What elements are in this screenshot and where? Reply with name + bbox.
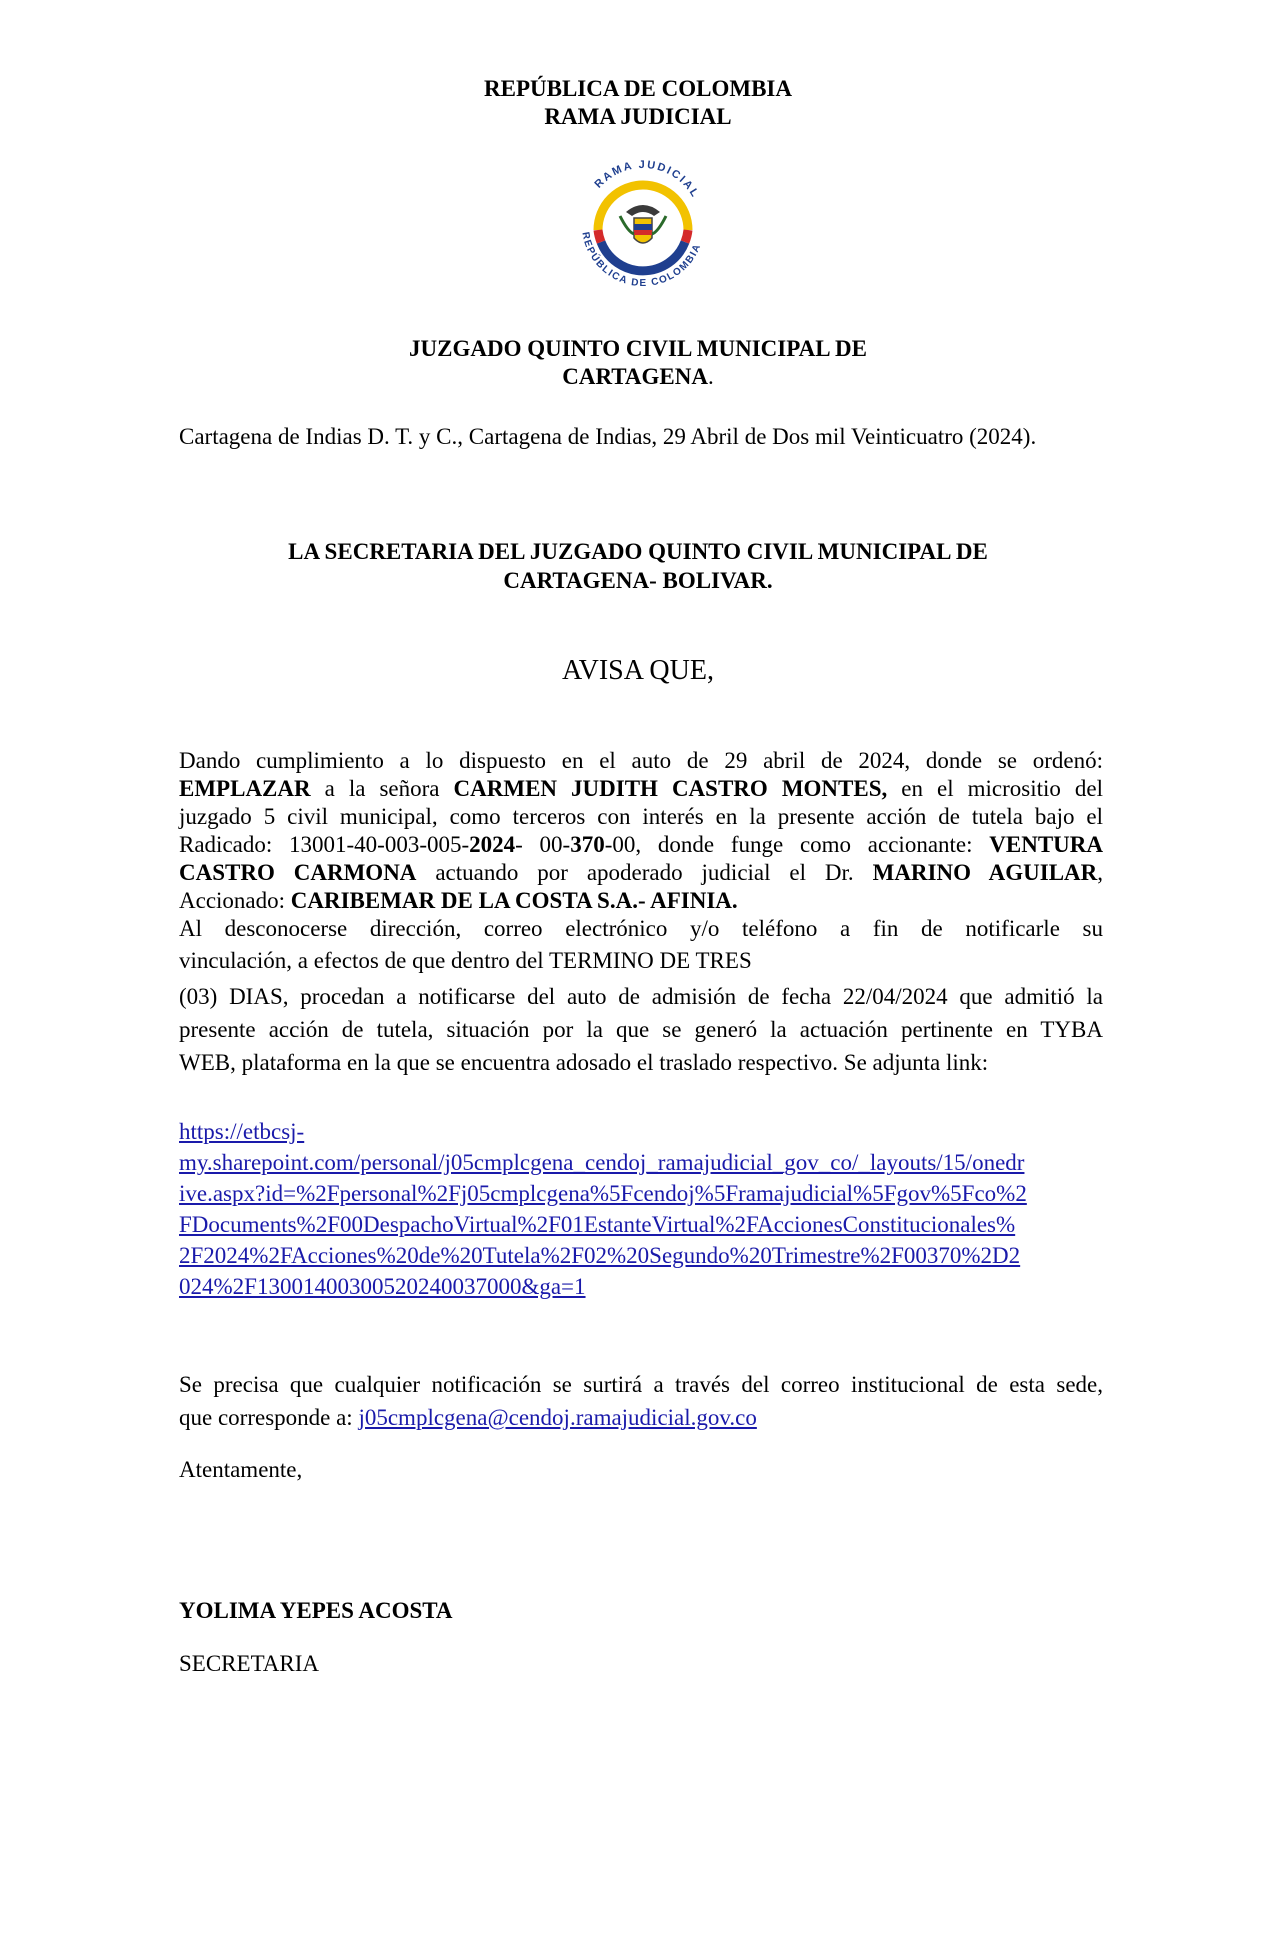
rama-judicial-seal (568, 150, 718, 300)
body-line-7: Al desconocerse dirección, correo electrónico y/o teléfono a fin de notificarle su (179, 916, 1103, 941)
body-text: actuando por apoderado judicial el Dr. (416, 860, 873, 885)
secretary-heading-line2: CARTAGENA- BOLIVAR. (503, 568, 773, 593)
date-paragraph: Cartagena de Indias D. T. y C., Cartagena de Indias, 29 Abril de Dos mil Veinticuatro (2024). (179, 424, 1037, 449)
tyba-sharepoint-link[interactable] (179, 1116, 1103, 1302)
secretary-heading-line1: LA SECRETARIA DEL JUZGADO QUINTO CIVIL MUNICIPAL DE (288, 539, 988, 564)
notice-prefix: que corresponde a: (179, 1405, 359, 1430)
body-line-1: Dando cumplimiento a lo dispuesto en el auto de 29 abril de 2024, donde se ordenó: (179, 748, 1103, 773)
body-line-5 (179, 859, 1103, 887)
body-line-3: juzgado 5 civil municipal, como terceros con interés en la presente acción de tutela bajo el (179, 804, 1103, 829)
court-name-line1: JUZGADO QUINTO CIVIL MUNICIPAL DE (409, 336, 867, 361)
court-name-line2 (0, 363, 1276, 391)
body-line-10: presente acción de tutela, situación por la que se generó la actuación pertinente en TYBA (179, 1017, 1103, 1042)
svg-text:REPÚBLICA DE COLOMBIA: REPÚBLICA DE COLOMBIA (579, 231, 704, 290)
signer-name: YOLIMA YEPES ACOSTA (179, 1598, 453, 1623)
signer-title: SECRETARIA (179, 1651, 319, 1676)
court-city-period: . (707, 364, 714, 389)
accionado-label: Accionado: (179, 888, 291, 913)
emplazar-text: EMPLAZAR (179, 776, 311, 801)
radicado-number: 370 (570, 832, 605, 857)
avisa-heading: AVISA QUE, (562, 655, 714, 686)
radicado-label: Radicado: 13001-40-003-005- (179, 832, 470, 857)
link-line: ive.aspx?id=%2Fpersonal%2Fj05cmplcgena%5Fcendoj%5Framajudicial%5Fgov%5Fco%2 (179, 1181, 1027, 1206)
header (0, 75, 1276, 131)
body-text: en el micrositio del (887, 776, 1103, 801)
secretary-heading (0, 537, 1276, 595)
body-text: , (1097, 860, 1104, 885)
body-line-11: WEB, plataforma en la que se encuentra adosado el traslado respectivo. Se adjunta link: (179, 1050, 989, 1075)
court-name (0, 335, 1276, 391)
emplazado-name: CARMEN JUDITH CASTRO MONTES, (453, 776, 888, 801)
link-line: 024%2F13001400300520240037000&ga=1 (179, 1274, 586, 1299)
court-city: CARTAGENA (562, 364, 708, 389)
notice-line-2 (179, 1404, 1103, 1432)
apoderado-name: MARINO AGUILAR (872, 860, 1098, 885)
svg-text:RAMA JUDICIAL: RAMA JUDICIAL (592, 158, 702, 201)
body-line-2 (179, 775, 1103, 803)
link-line: 2F2024%2FAcciones%20de%20Tutela%2F02%20Segundo%20Trimestre%2F00370%2D2 (179, 1243, 1021, 1268)
header-branch: RAMA JUDICIAL (544, 104, 732, 129)
body-line-4 (179, 831, 1103, 859)
link-line: FDocuments%2F00DespachoVirtual%2F01EstanteVirtual%2FAccionesConstitucionales% (179, 1212, 1016, 1237)
accionante-name: VENTURA (989, 832, 1103, 857)
radicado-year: 2024 (469, 832, 516, 857)
body-line-6 (179, 887, 1103, 915)
link-line: https://etbcsj- (179, 1119, 305, 1144)
body-text: -00, donde funge como accionante: (604, 832, 990, 857)
seal-emblem-icon (568, 150, 718, 300)
body-line-9: (03) DIAS, procedan a notificarse del auto de admisión de fecha 22/04/2024 que admitió la (179, 984, 1103, 1009)
closing: Atentamente, (179, 1457, 303, 1482)
header-country: REPÚBLICA DE COLOMBIA (484, 76, 792, 101)
notice-line-1: Se precisa que cualquier notificación se surtirá a través del correo institucional de esta sede, (179, 1372, 1103, 1397)
accionado-name: CARIBEMAR DE LA COSTA S.A.- AFINIA. (290, 888, 738, 913)
link-line: my.sharepoint.com/personal/j05cmplcgena_cendoj_ramajudicial_gov_co/_layouts/15/onedr (179, 1150, 1025, 1175)
body-line-8: vinculación, a efectos de que dentro del TERMINO DE TRES (179, 948, 752, 973)
body-text: a la señora (310, 776, 454, 801)
accionante-name: CASTRO CARMONA (179, 860, 417, 885)
body-text: - 00- (515, 832, 571, 857)
email-link[interactable]: j05cmplcgena@cendoj.ramajudicial.gov.co (358, 1405, 757, 1430)
